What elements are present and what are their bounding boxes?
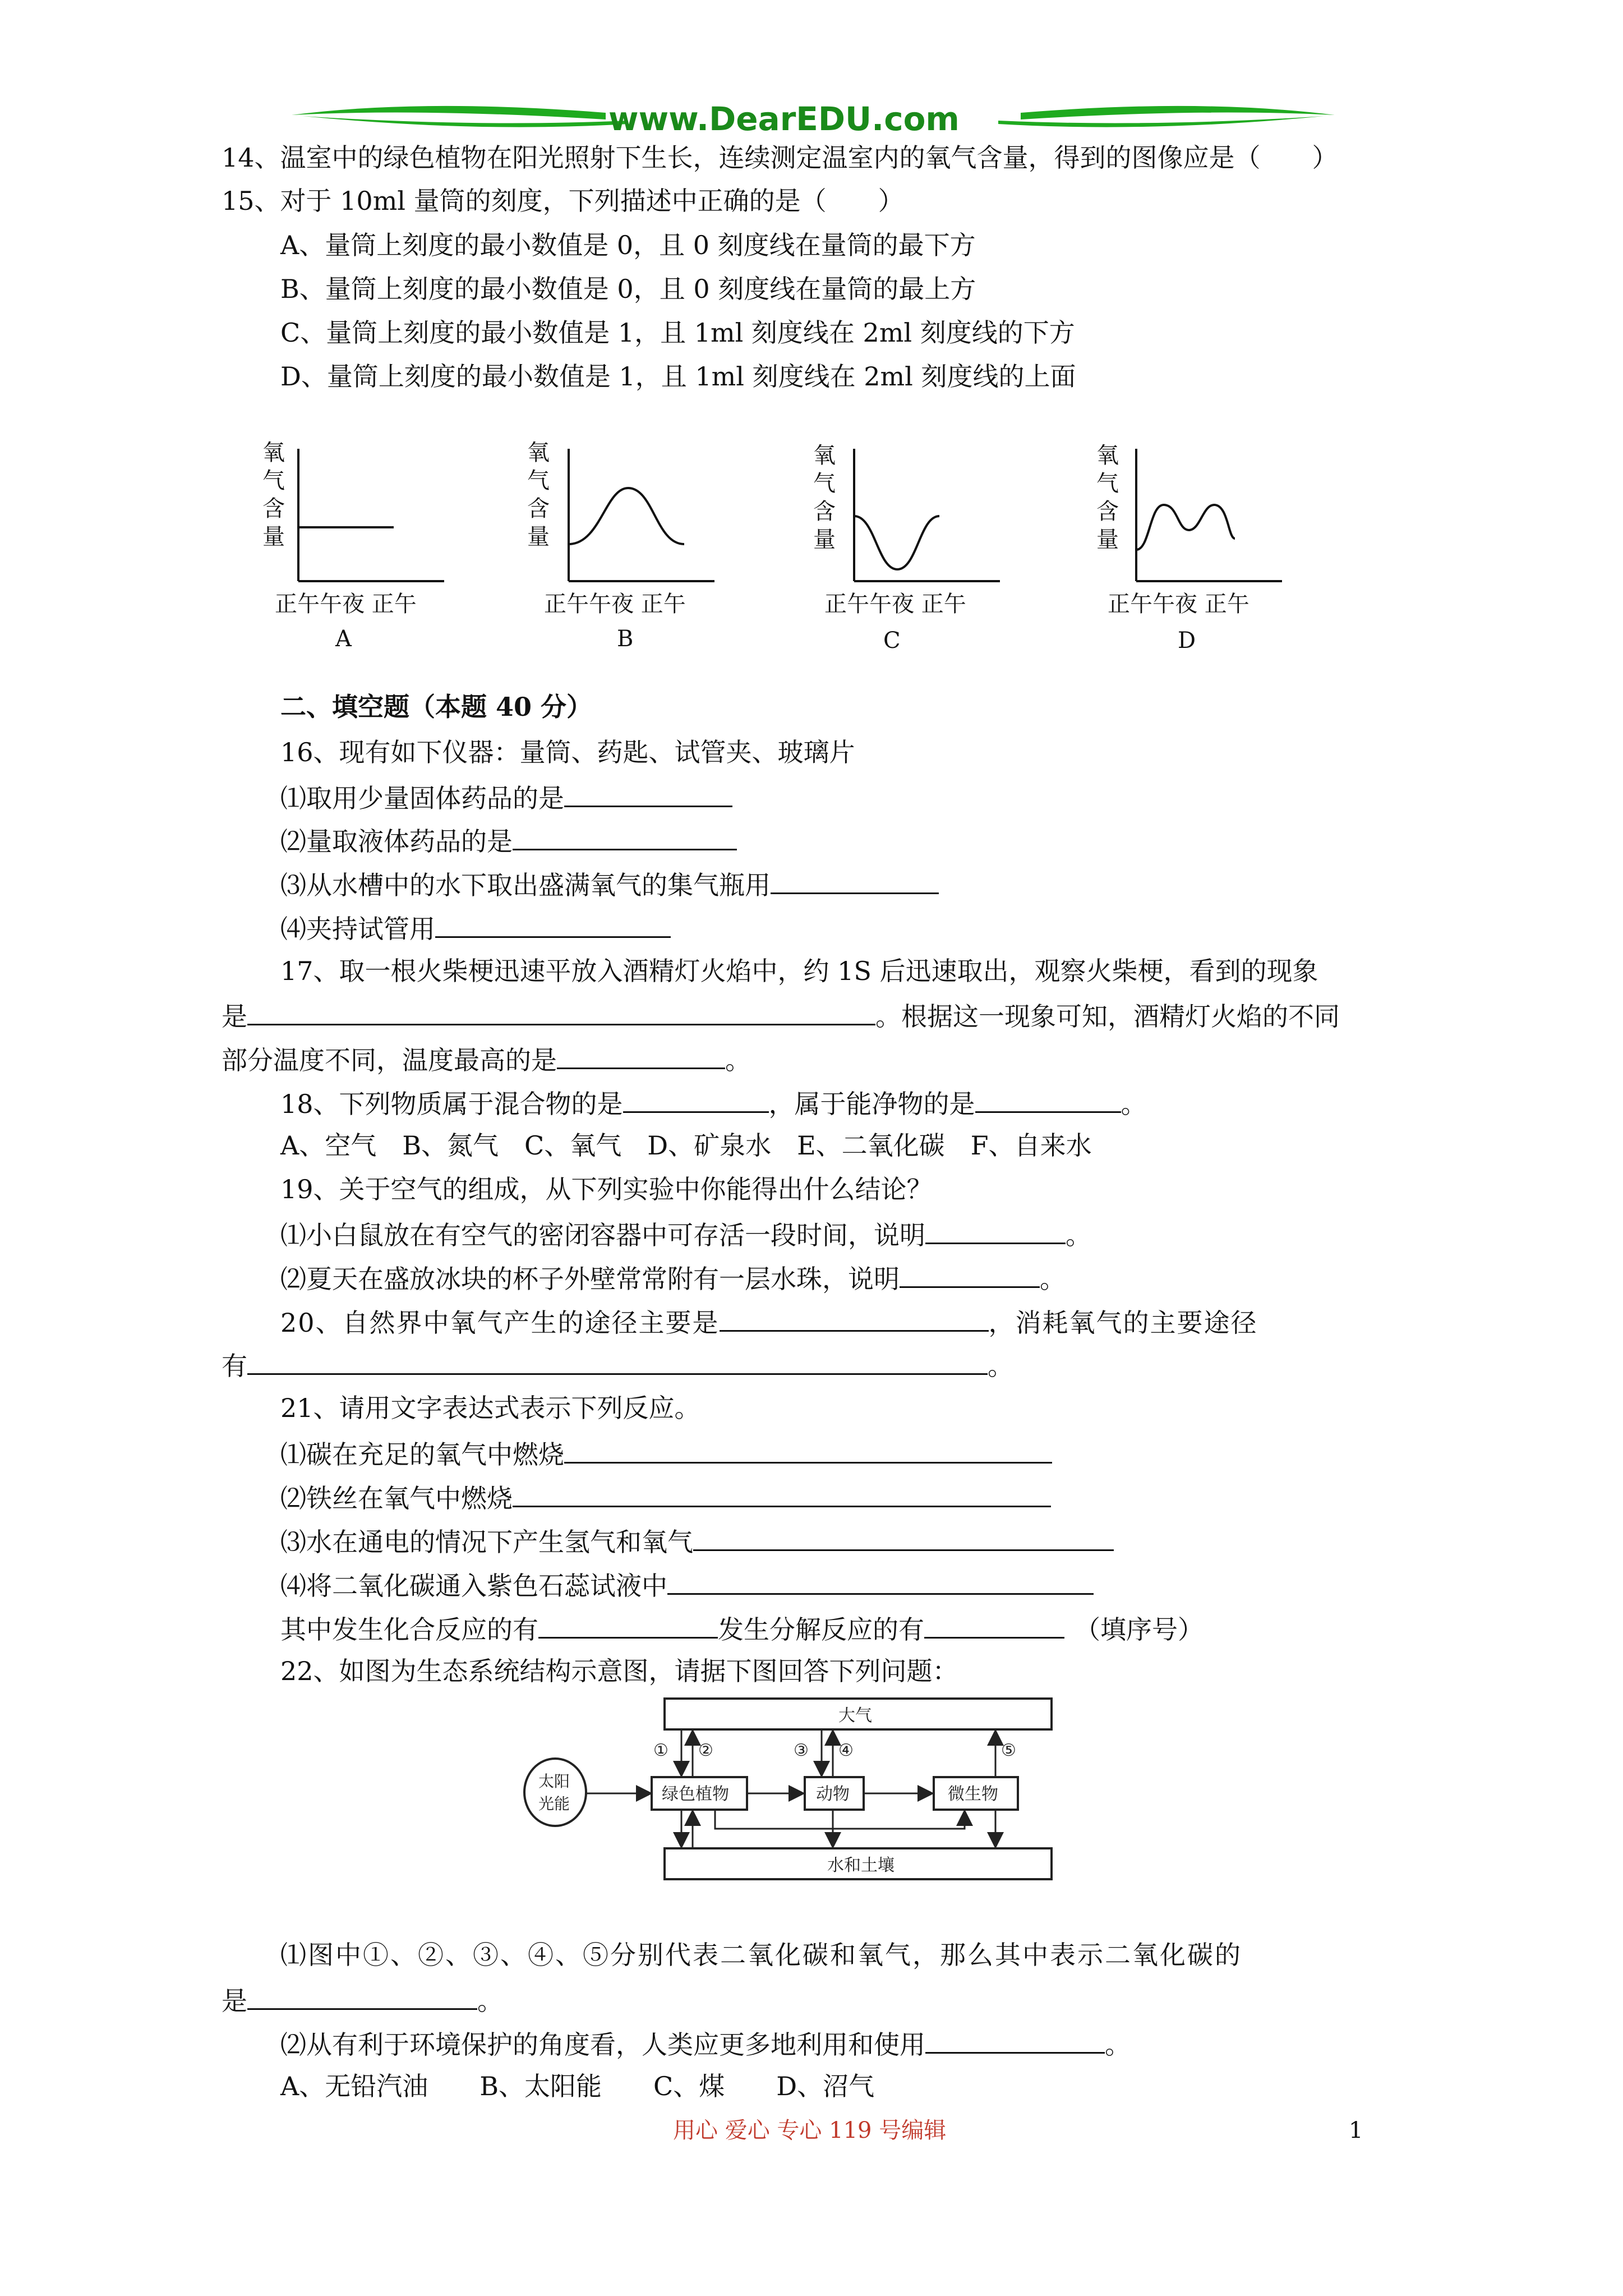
- q22-sub2-pre: ⑵从有利于环境保护的角度看，人类应更多地利用和使用: [280, 2030, 925, 2060]
- question-22-stem: 22、如图为生态系统结构示意图，请据下图回答下列问题：: [280, 1656, 958, 1686]
- q19-item2-text: ⑵夏天在盛放冰块的杯子外壁常常附有一层水珠，说明: [280, 1264, 900, 1294]
- graph-b-y-label: [527, 440, 550, 550]
- question-16-item-1: [280, 783, 732, 811]
- ecosystem-diagram: [522, 1694, 1060, 1890]
- svg-text:氧: 氧: [262, 440, 285, 466]
- site-name: www.DearEDU.com: [608, 100, 960, 138]
- q19-item1-end: 。: [1066, 1220, 1091, 1250]
- answer-blank[interactable]: [247, 1986, 477, 2010]
- question-20-line-1: [280, 1308, 1258, 1336]
- svg-text:气: 气: [262, 468, 285, 494]
- answer-blank[interactable]: [513, 826, 737, 850]
- svg-text:量: 量: [527, 524, 550, 550]
- graph-b: [527, 440, 714, 652]
- answer-blank[interactable]: [925, 2030, 1105, 2054]
- q21-item-4-text: ⑷将二氧化碳通入紫色石蕊试液中: [280, 1571, 667, 1601]
- animals-label: 动物: [816, 1784, 850, 1804]
- page-number: 1: [1349, 2118, 1363, 2143]
- microbes-label: 微生物: [948, 1784, 998, 1804]
- question-15-option-b: B、量筒上刻度的最小数值是 0，且 0 刻度线在量筒的最上方: [280, 274, 976, 304]
- graph-c-y-label: [813, 443, 836, 553]
- question-15-option-a: A、量筒上刻度的最小数值是 0，且 0 刻度线在量筒的最下方: [280, 230, 976, 260]
- graph-a-x-label: 正午午夜 正午: [275, 591, 417, 617]
- q22-sub1-line2-post: 。: [477, 1986, 503, 2016]
- graph-d-curve: [1136, 505, 1235, 550]
- section-2-title: 二、填空题（本题 40 分）: [280, 692, 593, 722]
- svg-text:③: ③: [794, 1741, 809, 1760]
- sun-label-1: 太阳: [538, 1772, 570, 1791]
- question-17-line-2: [222, 1001, 1340, 1032]
- q18-pre: 18、下列物质属于混合物的是: [280, 1089, 623, 1119]
- q21-item-3-text: ⑶水在通电的情况下产生氢气和氧气: [280, 1527, 693, 1557]
- question-16-item-4: [280, 914, 671, 942]
- diagram-markers: [653, 1741, 1016, 1760]
- answer-blank[interactable]: [247, 1001, 875, 1025]
- graph-a-y-label: [262, 440, 285, 550]
- question-20-line-2: [222, 1351, 1013, 1379]
- q21-summary-post: （填序号）: [1075, 1614, 1204, 1645]
- svg-text:⑤: ⑤: [1001, 1741, 1016, 1760]
- question-16-stem: 16、现有如下仪器：量筒、药匙、试管夹、玻璃片: [280, 737, 855, 767]
- question-19-item-2: [280, 1264, 1066, 1292]
- q22-sub2-post: 。: [1105, 2030, 1131, 2060]
- plants-label: 绿色植物: [662, 1784, 729, 1804]
- answer-blank[interactable]: [623, 1089, 769, 1113]
- answer-blank[interactable]: [435, 914, 671, 938]
- answer-blank[interactable]: [693, 1527, 1114, 1551]
- answer-blank[interactable]: [564, 1439, 1052, 1464]
- sun-label-2: 光能: [538, 1795, 570, 1813]
- graph-c-x-label: 正午午夜 正午: [824, 591, 966, 617]
- q16-item-2-text: ⑵量取液体药品的是: [280, 826, 513, 857]
- footer-slogan: 用心 爱心 专心 119 号编辑: [673, 2118, 947, 2143]
- answer-blank[interactable]: [900, 1264, 1040, 1288]
- svg-text:氧: 氧: [813, 443, 836, 468]
- answer-blank[interactable]: [975, 1089, 1121, 1113]
- oxygen-graphs: [247, 432, 1312, 668]
- svg-text:含: 含: [1096, 499, 1119, 524]
- question-15-option-c: C、量筒上刻度的最小数值是 1，且 1ml 刻度线在 2ml 刻度线的下方: [280, 318, 1075, 348]
- question-15: 15、对于 10ml 量筒的刻度，下列描述中正确的是（ ）: [222, 186, 904, 216]
- atmosphere-label: 大气: [838, 1706, 872, 1726]
- question-22-sub-1-line-1: ⑴图中①、②、③、④、⑤分别代表二氧化碳和氧气，那么其中表示二氧化碳的: [280, 1940, 1242, 1970]
- graph-a-letter: A: [335, 626, 352, 652]
- q19-item2-end: 。: [1040, 1264, 1066, 1294]
- q17-line2-pre: 是: [222, 1001, 247, 1032]
- q18-post: 。: [1121, 1089, 1147, 1119]
- question-21-stem: 21、请用文字表达式表示下列反应。: [280, 1393, 700, 1423]
- graph-d-x-label: 正午午夜 正午: [1108, 591, 1249, 617]
- graph-b-curve: [569, 488, 684, 544]
- svg-text:氧: 氧: [1096, 443, 1119, 468]
- question-16-item-2: [280, 826, 737, 857]
- question-19-item-1: [280, 1220, 1091, 1248]
- svg-text:量: 量: [262, 524, 285, 550]
- answer-blank[interactable]: [513, 1483, 1051, 1507]
- svg-text:量: 量: [1096, 527, 1119, 553]
- svg-text:含: 含: [813, 499, 836, 524]
- q22-sub1-line2-pre: 是: [222, 1986, 247, 2016]
- question-16-item-3: [280, 870, 939, 898]
- answer-blank[interactable]: [247, 1351, 988, 1375]
- q20-line2-post: 。: [988, 1351, 1013, 1381]
- q20-line1-post: ，消耗氧气的主要途径: [988, 1308, 1258, 1338]
- question-22-sub-2-options: A、无铅汽油 B、太阳能 C、煤 D、沼气: [280, 2071, 875, 2101]
- svg-text:含: 含: [527, 496, 550, 522]
- svg-text:量: 量: [813, 527, 836, 553]
- question-14: 14、温室中的绿色植物在阳光照射下生长，连续测定温室内的氧气含量，得到的图像应是（ ）: [222, 142, 1338, 173]
- q20-line1-pre: 20、自然界中氧气产生的途径主要是: [280, 1308, 720, 1338]
- q17-line3-pre: 部分温度不同，温度最高的是: [222, 1045, 557, 1075]
- svg-text:含: 含: [262, 496, 285, 522]
- q17-line3-post: 。: [725, 1045, 751, 1075]
- svg-text:④: ④: [838, 1741, 854, 1760]
- answer-blank[interactable]: [924, 1614, 1064, 1639]
- graph-d-y-label: [1096, 443, 1119, 553]
- question-19-stem: 19、关于空气的组成，从下列实验中你能得出什么结论？: [280, 1174, 933, 1204]
- q16-item-4-text: ⑷夹持试管用: [280, 914, 435, 944]
- graph-a: [262, 440, 444, 652]
- graph-d-letter: D: [1178, 628, 1196, 654]
- question-21-item-1: [280, 1439, 1052, 1470]
- graph-d: [1096, 443, 1282, 654]
- q18-mid: ，属于能净物的是: [768, 1089, 975, 1119]
- graph-c: [813, 443, 1000, 654]
- question-22-sub-2: [280, 2030, 1131, 2058]
- svg-text:氧: 氧: [527, 440, 550, 466]
- sun-circle: [524, 1759, 586, 1826]
- q21-summary-pre: 其中发生化合反应的有: [280, 1614, 538, 1645]
- question-17-line-3: [222, 1045, 751, 1073]
- question-21-item-4: [280, 1571, 1094, 1599]
- q21-item-2-text: ⑵铁丝在氧气中燃烧: [280, 1483, 513, 1513]
- svg-text:气: 气: [527, 468, 550, 494]
- svg-text:气: 气: [813, 471, 836, 496]
- question-15-option-d: D、量筒上刻度的最小数值是 1，且 1ml 刻度线在 2ml 刻度线的上面: [280, 361, 1076, 392]
- q16-item-3-text: ⑶从水槽中的水下取出盛满氧气的集气瓶用: [280, 870, 771, 900]
- question-22-sub-1-line-2: [222, 1986, 503, 2014]
- question-21-item-2: [280, 1483, 1051, 1511]
- q21-item-1-text: ⑴碳在充足的氧气中燃烧: [280, 1439, 564, 1470]
- svg-text:①: ①: [653, 1741, 668, 1760]
- answer-blank[interactable]: [925, 1220, 1066, 1244]
- question-21-item-3: [280, 1527, 1114, 1555]
- answer-blank[interactable]: [557, 1045, 725, 1069]
- question-21-summary: [280, 1614, 1204, 1645]
- q20-line2-pre: 有: [222, 1351, 247, 1381]
- answer-blank[interactable]: [564, 783, 732, 807]
- answer-blank[interactable]: [720, 1308, 989, 1332]
- q19-item1-text: ⑴小白鼠放在有空气的密闭容器中可存活一段时间，说明: [280, 1220, 925, 1250]
- graph-c-letter: C: [883, 628, 901, 654]
- svg-text:气: 气: [1096, 471, 1119, 496]
- graph-b-x-label: 正午午夜 正午: [544, 591, 686, 617]
- soil-label: 水和土壤: [827, 1856, 895, 1875]
- question-18: [280, 1089, 1147, 1117]
- answer-blank[interactable]: [667, 1571, 1094, 1595]
- q17-line2-post: 。根据这一现象可知，酒精灯火焰的不同: [875, 1001, 1340, 1032]
- svg-text:②: ②: [698, 1741, 713, 1760]
- question-18-options: A、空气 B、氮气 C、氧气 D、矿泉水 E、二氧化碳 F、自来水: [280, 1130, 1092, 1161]
- answer-blank[interactable]: [771, 870, 939, 894]
- question-17-line-1: 17、取一根火柴梗迅速平放入酒精灯火焰中，约 1S 后迅速取出，观察火柴梗，看到的现象: [280, 956, 1318, 986]
- q21-summary-mid: 发生分解反应的有: [718, 1614, 924, 1645]
- graph-c-curve: [854, 516, 939, 569]
- graph-b-letter: B: [617, 626, 634, 652]
- answer-blank[interactable]: [538, 1614, 718, 1639]
- q16-item-1-text: ⑴取用少量固体药品的是: [280, 783, 564, 813]
